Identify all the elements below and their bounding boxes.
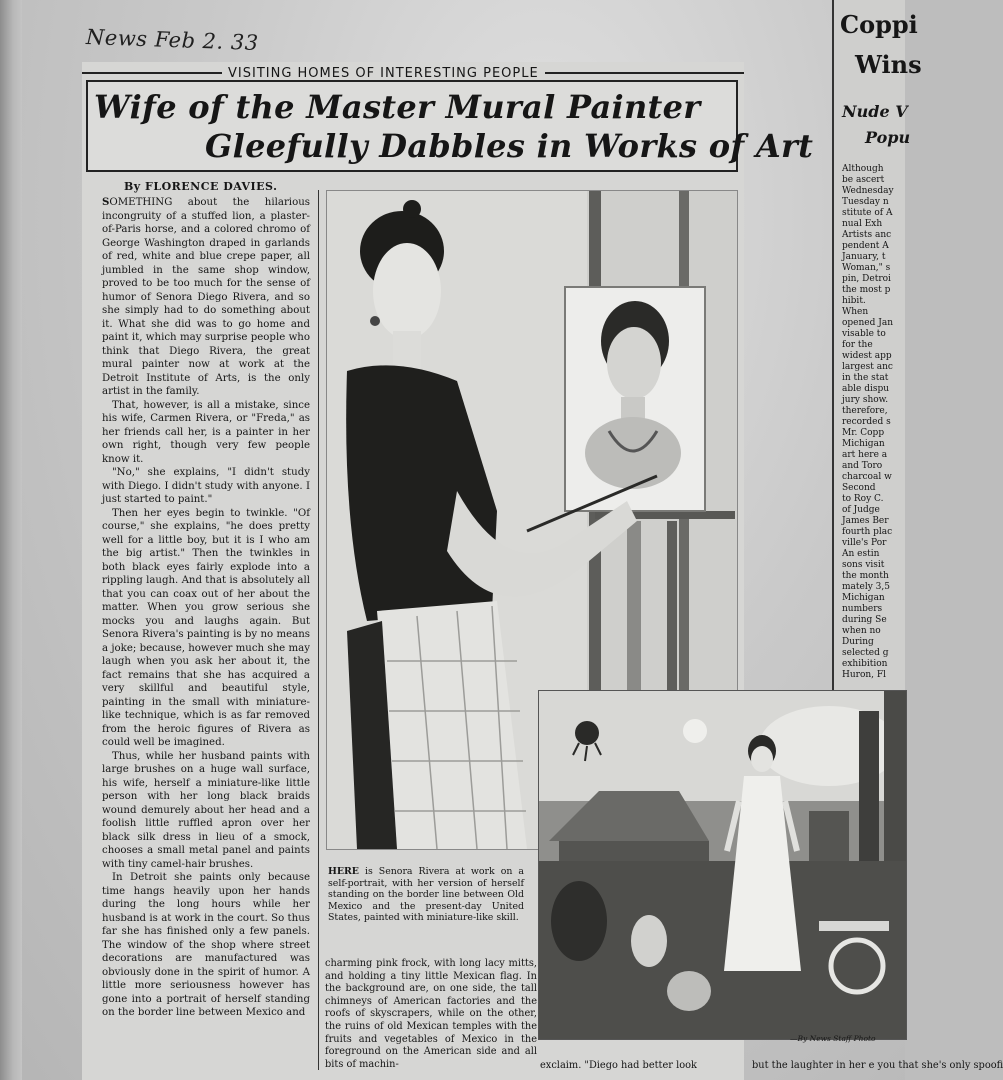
paragraph: That, however, is all a mistake, since his wife, Carmen Rivera, or "Freda," as her friends call her, is a painter in her own right, though very few people know it. (102, 399, 310, 465)
caption-lead: HERE (328, 866, 359, 877)
kicker-rule-right (545, 72, 744, 74)
caption-text: is Senora Rivera at work on a self-portrait, with her version of herself standing on the border line between Old Mexico and the present-day United States, painted with miniature-like skill. (328, 866, 524, 924)
article-continuation: charming pink frock, with long lacy mitts, and holding a tiny little Mexican flag. In the background are, on one side, the tall chimneys of American factories and the roofs of skyscrapers, while on the other, the ruins of old Mexican temples with the fruits and vegetables of Mexico in the foreground on the American side and all bits of machin- (325, 958, 537, 1070)
adjacent-subhead-line2: Popu (865, 128, 911, 147)
paragraph: In Detroit she paints only because time hangs heavily upon her hands during the long hours while her husband is at work in the court. So thus far she has finished only a few panels. The window of the shop where street decorations are manufactured was obviously done in the spirit of humor. A little more seriousness however has gone into a portrait of herself standing on the border line between Mexico and (102, 872, 310, 1018)
paragraph: SOMETHING about the hilarious incongruity of a stuffed lion, a plaster-of-Paris horse, and a colored chromo of George Washington draped in garlands of red, white and blue crepe paper, all jumbled in the same shop window, proved to be too much for the sense of humor of Senora Diego Rivera, and so she simply had to do something about it. What she did was to go home and paint it, which may surprise people who think that Diego Rivera, the great mural painter now at work at the Detroit Institute of Arts, is the only artist in the family. (102, 196, 310, 397)
photo-caption (328, 866, 524, 950)
kicker-rule-left (82, 72, 222, 74)
column-rule (318, 190, 319, 1070)
handwritten-date-note: News Feb 2. 33 (85, 24, 260, 56)
headline-line1: Wife of the Master Mural Painter (94, 88, 701, 126)
kicker-text: VISITING HOMES OF INTERESTING PEOPLE (228, 65, 539, 81)
headline-line2: Gleefully Dabbles in Works of Art (205, 127, 814, 165)
paragraph: Then her eyes begin to twinkle. "Of course," she explains, "he does pretty well for a little boy, but it is I who am the big artist." Then the twinkles in both black eyes fairly explode into a rippling laugh. And that is absolutely all that you can coax out of her about the matter. When you grow serious she mocks you and laughs again. But Senora Rivera's painting is by no means a joke; because, however much she may laugh when you ask her about it, the fact remains that she has acquired a very skillful and beautiful style, painting in the small with miniature-like technique, which is as far removed from the heroic figures of Rivera as could well be imagined. (102, 507, 310, 748)
paragraph: Thus, while her husband paints with large brushes on a huge wall surface, his wife, herself a miniature-like little person with her long black braids wound demurely about her head and a foolish little ruffled apron over her black silk dress in lieu of a smock, chooses a small metal panel and paints with tiny camel-hair brushes. (102, 750, 310, 870)
column-divider (832, 0, 834, 690)
article-continuation-2: exclaim. "Diego had better look (540, 1060, 697, 1071)
photo-credit: —By News Staff Photo (790, 1034, 876, 1043)
painting-illustration (539, 691, 906, 1039)
painting-self-portrait-on-border (538, 690, 907, 1040)
adjacent-headline-line1: Coppi (840, 10, 918, 39)
page-binding-edge (0, 0, 22, 1080)
adjacent-headline-line2: Wins (855, 50, 922, 79)
adjacent-article-text: Although be ascert Wednesday Tuesday n stitute of A nual Exh Artists anc pendent A January, t Woman," s pin, Detroi the most p hibit. When opened Jan visable to for the widest app largest anc in the stat able dispu jury show. therefore, recorded s Mr. Copp Michigan art here a and Toro charcoal w Second to Roy C. of Judge James Ber fourth plac ville's Por An estin sons visit the month mately 3,5 Michigan numbers during Se when no During selected g exhibition Huron, Fl (842, 164, 894, 680)
adjacent-subhead-line1: Nude V (842, 102, 908, 121)
byline: By FLORENCE DAVIES. (124, 180, 278, 193)
paragraph: "No," she explains, "I didn't study with Diego. I didn't study with anyone. I just started to paint." (102, 467, 310, 505)
article-body (102, 196, 310, 1080)
article-continuation-3: but the laughter in her e you that she's only spoofi (752, 1060, 1003, 1071)
